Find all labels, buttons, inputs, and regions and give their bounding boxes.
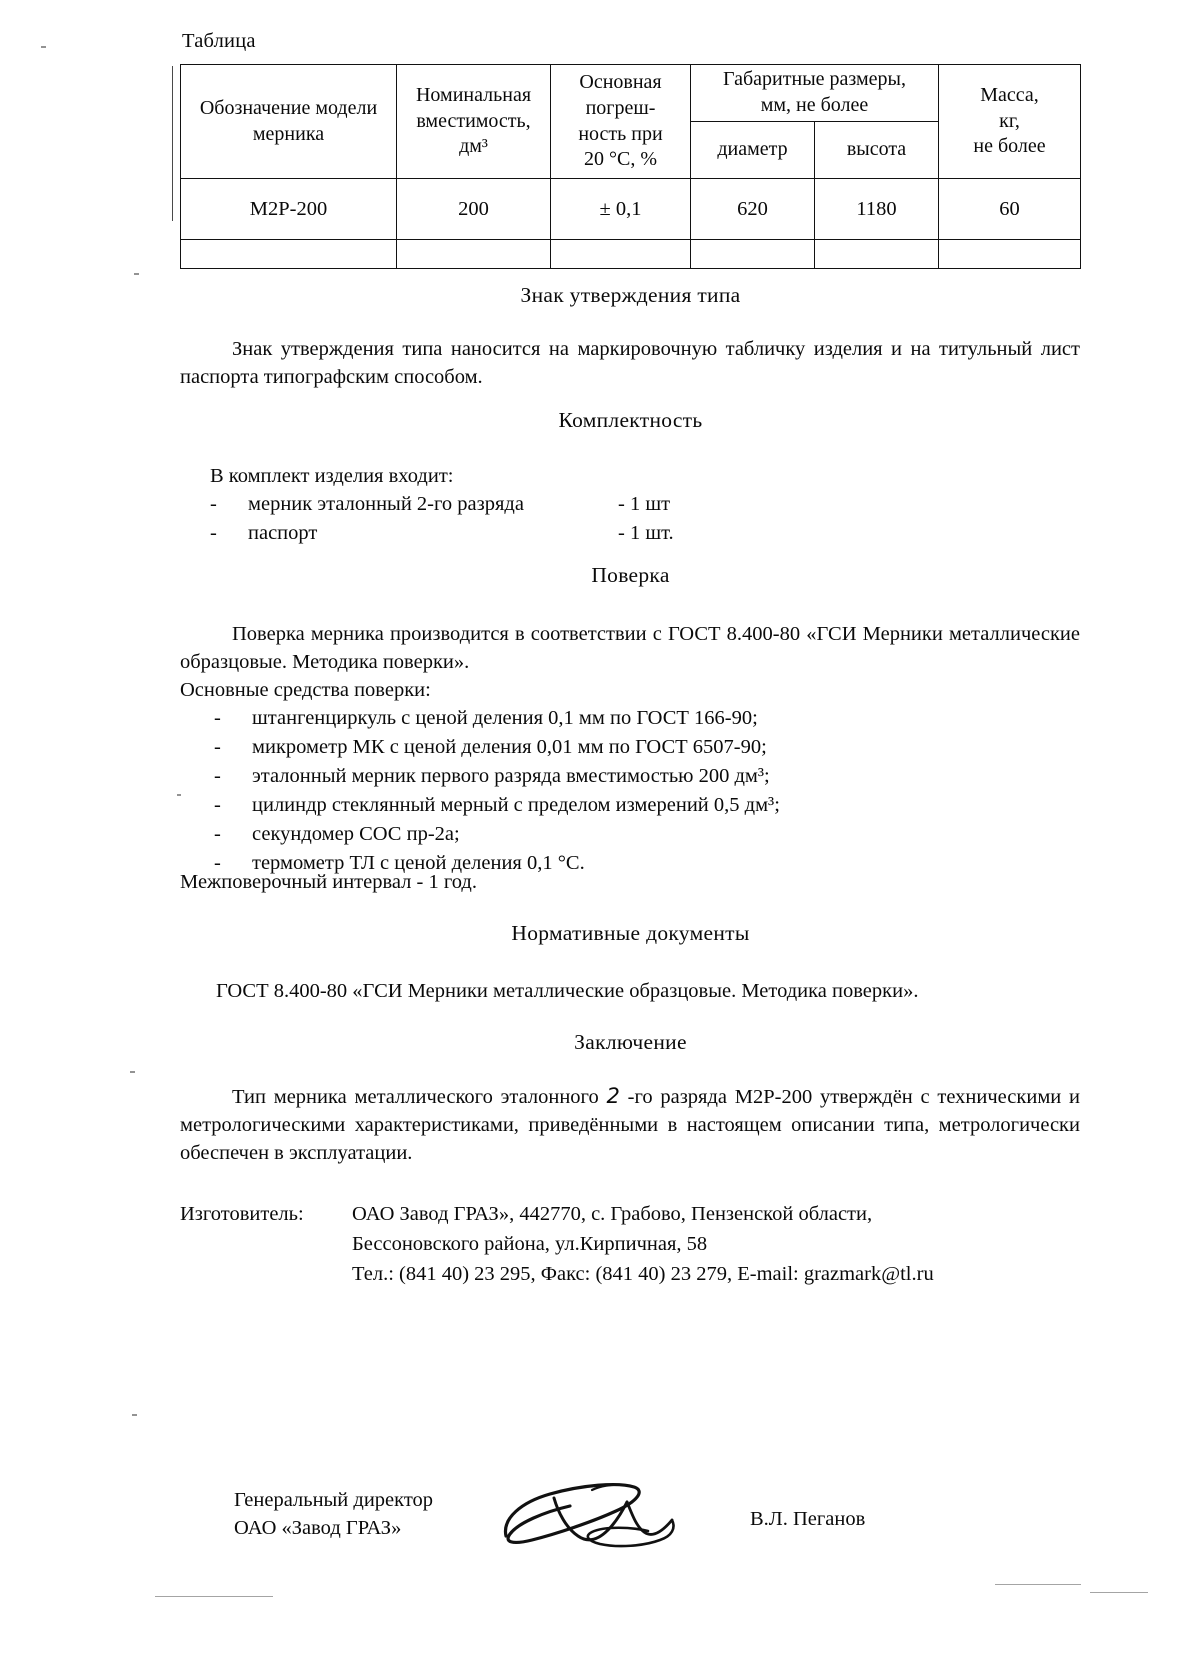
dash-marker: - [210, 493, 217, 515]
spacer-cell [815, 240, 939, 269]
rank-dash: - [627, 1086, 635, 1108]
cell-capacity: 200 [397, 179, 551, 240]
heading-normative-documents: Нормативные документы [511, 921, 750, 945]
heading-completeness: Комплектность [558, 408, 703, 432]
table-row [181, 179, 1081, 240]
heading-type-approval-mark: Знак утверждения типа [520, 283, 741, 307]
manufacturer-contact-line: Тел.: (841 40) 23 295, Факс: (841 40) 23 279, E-mail: grazmark@tl.ru [352, 1263, 934, 1285]
table-caption: Таблица [182, 30, 256, 52]
list-item [214, 704, 780, 733]
scan-speck [41, 46, 46, 48]
verification-tools-list [214, 704, 780, 878]
cell-model: М2Р-200 [181, 179, 397, 240]
table-header-row [181, 65, 1081, 122]
paragraph-conclusion: Тип мерника металлического эталонного 2 -го разряда М2Р-200 утверждён с техническими и метрологическими характеристиками, приведёнными в настоящем описании типа, метрологически обеспечен в эксплуатации. [180, 1084, 1081, 1164]
spacer-cell [691, 240, 815, 269]
list-item-text: секундомер СОС пр-2а; [252, 823, 460, 845]
manufacturer-block [180, 1199, 1080, 1289]
completeness-intro: В комплект изделия входит: [210, 465, 454, 487]
heading-verification: Поверка [591, 563, 670, 587]
list-item-text: паспорт [248, 522, 318, 544]
dash-marker: - [210, 522, 217, 544]
scan-speck [130, 1071, 135, 1073]
scan-edge-line [1090, 1592, 1148, 1593]
paragraph-normative-documents: ГОСТ 8.400-80 «ГСИ Мерники металлические образцовые. Методика поверки». [216, 980, 919, 1002]
signatory-name: В.Л. Пеганов [750, 1508, 866, 1530]
scan-edge-line [995, 1584, 1081, 1585]
spacer-cell [397, 240, 551, 269]
handwritten-signature-icon [496, 1478, 726, 1563]
spacer-cell [551, 240, 691, 269]
list-item-text: мерник эталонный 2-го разряда [248, 493, 524, 515]
header-capacity: Номинальная вместимость, дм³ [397, 65, 551, 179]
signatory-company-line: ОАО «Завод ГРАЗ» [234, 1517, 402, 1539]
dash-marker: - [214, 823, 221, 845]
cell-error: ± 0,1 [551, 179, 691, 240]
header-model: Обозначение модели мерника [181, 65, 397, 179]
verification-tools-intro: Основные средства поверки: [180, 679, 431, 701]
verification-interval: Межповерочный интервал - 1 год. [180, 871, 477, 893]
list-item-text: микрометр МК с ценой деления 0,01 мм по ГОСТ 6507-90; [252, 736, 767, 758]
heading-conclusion: Заключение [574, 1030, 687, 1054]
cell-diameter: 620 [691, 179, 815, 240]
signatory-role-line: Генеральный директор [234, 1489, 434, 1511]
dash-marker: - [214, 794, 221, 816]
cell-mass: 60 [939, 179, 1081, 240]
scan-edge-line [155, 1596, 273, 1597]
dash-marker: - [214, 852, 221, 874]
header-dimensions-group: Габаритные размеры, мм, не более [691, 65, 939, 122]
list-item [214, 733, 780, 762]
dash-marker: - [214, 707, 221, 729]
header-diameter: диаметр [691, 122, 815, 179]
list-item [214, 820, 780, 849]
list-item [214, 762, 780, 791]
page-content [178, 0, 1083, 1664]
cell-height: 1180 [815, 179, 939, 240]
header-height: высота [815, 122, 939, 179]
manufacturer-address-line: Бессоновского района, ул.Кирпичная, 58 [352, 1233, 708, 1255]
table-spacer-row [181, 240, 1081, 269]
scan-speck [132, 1414, 137, 1416]
spacer-cell [181, 240, 397, 269]
completeness-list [210, 490, 674, 548]
header-mass: Масса, кг, не более [939, 65, 1081, 179]
manufacturer-address-line: ОАО Завод ГРАЗ», 442770, с. Грабово, Пензенской области, [352, 1203, 873, 1225]
scan-speck [134, 273, 139, 275]
scan-artifact-line [172, 66, 173, 221]
list-item [214, 791, 780, 820]
signature-role-block [234, 1486, 433, 1542]
header-error: Основная погреш- ность при 20 °С, % [551, 65, 691, 179]
manufacturer-label: Изготовитель: [180, 1203, 304, 1225]
list-item-text: штангенциркуль с ценой деления 0,1 мм по ГОСТ 166-90; [252, 707, 758, 729]
list-item-text: цилиндр стеклянный мерный с пределом измерений 0,5 дм³; [252, 794, 780, 816]
paragraph-type-approval-mark: Знак утверждения типа наносится на маркировочную табличку изделия и на титульный лист паспорта типографским способом. [180, 338, 1080, 388]
list-item [210, 519, 674, 548]
dash-marker: - [214, 736, 221, 758]
paragraph-verification: Поверка мерника производится в соответствии с ГОСТ 8.400-80 «ГСИ Мерники металлические образцовые. Методика поверки». [180, 623, 1080, 673]
list-item [210, 490, 671, 519]
spacer-cell [939, 240, 1081, 269]
scan-speck [177, 794, 181, 796]
list-item-text: термометр ТЛ с ценой деления 0,1 °С. [252, 852, 585, 874]
list-item-quantity: - 1 шт [618, 493, 671, 515]
list-item-quantity: - 1 шт. [618, 522, 674, 544]
handwritten-rank-digit: 2 [606, 1084, 620, 1108]
specifications-table [180, 64, 1081, 269]
dash-marker: - [214, 765, 221, 787]
list-item-text: эталонный мерник первого разряда вместимостью 200 дм³; [252, 765, 770, 787]
